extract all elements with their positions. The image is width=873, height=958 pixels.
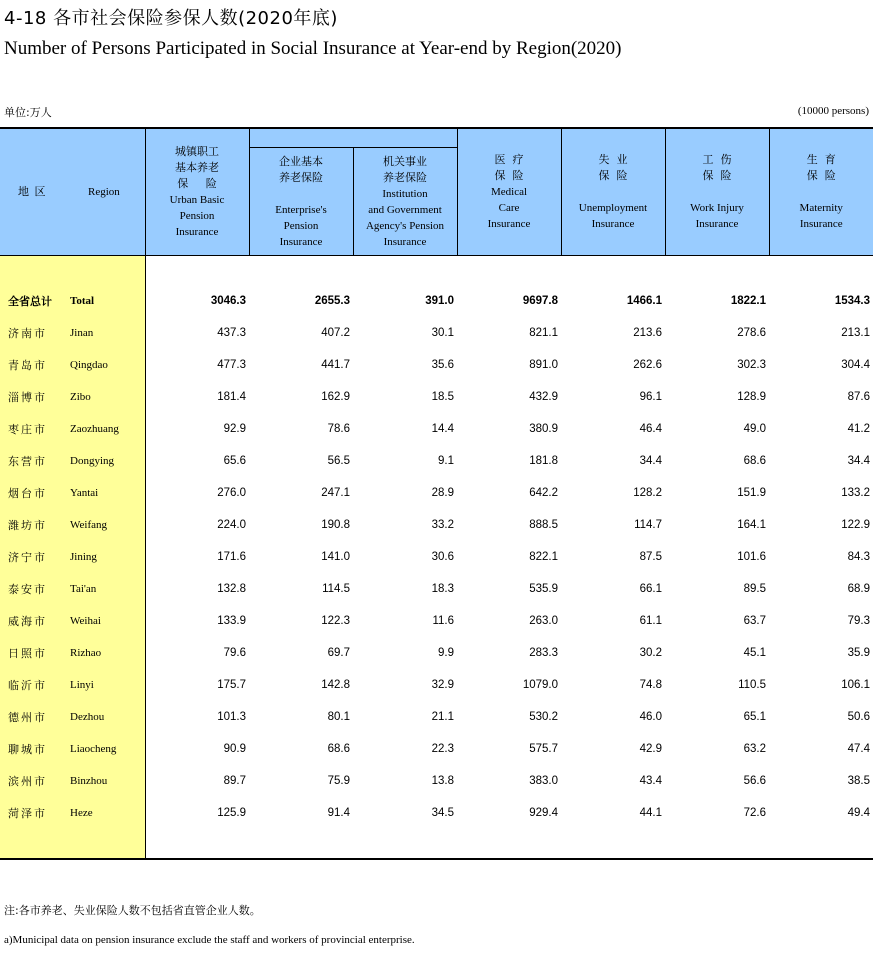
medical-header-en1: Medical xyxy=(490,186,528,198)
region-cell xyxy=(0,573,145,605)
unemployment-header-en1: Unemployment xyxy=(578,202,648,214)
table-body xyxy=(0,256,873,860)
value-cell: 28.9 xyxy=(431,487,454,499)
value-cell: 128.2 xyxy=(633,487,662,499)
value-cell: 75.9 xyxy=(327,775,350,787)
urban-pension-header xyxy=(145,128,249,256)
value-cell: 125.9 xyxy=(217,807,246,819)
value-cell: 575.7 xyxy=(529,743,558,755)
maternity-header-en1: Maternity xyxy=(799,202,843,214)
value-cell: 101.6 xyxy=(737,551,766,563)
value-cell: 181.8 xyxy=(529,455,558,467)
region-cell xyxy=(0,381,145,413)
value-cell: 304.4 xyxy=(841,359,870,371)
region-name-cn: 威海市 xyxy=(8,615,47,628)
value-cell: 407.2 xyxy=(321,327,350,339)
table-row xyxy=(0,381,873,413)
value-cell: 18.3 xyxy=(431,583,454,595)
footnote-en: a)Municipal data on pension insurance exclude the staff and workers of provincial enterprise. xyxy=(4,934,415,946)
value-cell: 213.1 xyxy=(841,327,870,339)
value-cell: 35.6 xyxy=(431,359,454,371)
region-cell xyxy=(0,637,145,669)
region-name-en: Tai'an xyxy=(70,583,97,595)
region-name-en: Zaozhuang xyxy=(70,423,119,435)
table-title-en: Number of Persons Participated in Social Insurance at Year-end by Region(2020) xyxy=(4,38,622,59)
value-cell: 1466.1 xyxy=(626,295,662,307)
value-cell: 47.4 xyxy=(847,743,870,755)
institution-header-en1: Institution xyxy=(382,187,428,200)
urban-header-en3: Insurance xyxy=(175,226,219,238)
region-name-en: Liaocheng xyxy=(70,743,117,755)
value-cell: 65.1 xyxy=(743,711,766,723)
enterprise-pension-header xyxy=(249,148,353,256)
value-cell: 283.3 xyxy=(529,647,558,659)
value-cell: 92.9 xyxy=(223,423,246,435)
value-cell: 9697.8 xyxy=(522,295,558,307)
injury-header-cn2: 保 险 xyxy=(702,169,732,182)
value-cell: 89.5 xyxy=(743,583,766,595)
region-name-en: Yantai xyxy=(70,487,99,499)
value-cell: 380.9 xyxy=(529,423,558,435)
maternity-header xyxy=(769,128,873,256)
region-name-cn: 临沂市 xyxy=(8,679,47,692)
value-cell: 72.6 xyxy=(743,807,766,819)
value-cell: 122.3 xyxy=(321,615,350,627)
region-name-en: Jining xyxy=(70,551,97,563)
value-cell: 151.9 xyxy=(737,487,766,499)
value-cell: 106.1 xyxy=(841,679,870,691)
value-cell: 142.8 xyxy=(321,679,350,691)
value-cell: 50.6 xyxy=(847,711,870,723)
institution-header-en2: and Government xyxy=(368,203,442,216)
institution-header-cn2: 养老保险 xyxy=(383,170,427,184)
value-cell: 891.0 xyxy=(529,359,558,371)
unit-label-en: (10000 persons) xyxy=(797,105,869,117)
value-cell: 56.6 xyxy=(743,775,766,787)
region-cell xyxy=(0,317,145,349)
value-cell: 1079.0 xyxy=(522,679,558,691)
region-cell xyxy=(0,733,145,765)
region-cell xyxy=(0,765,145,797)
value-cell: 87.6 xyxy=(847,391,870,403)
injury-header xyxy=(665,128,769,256)
injury-header-cn1: 工 伤 xyxy=(702,153,732,166)
value-cell: 49.0 xyxy=(743,423,766,435)
value-cell: 441.7 xyxy=(321,359,350,371)
enterprise-header-cn1: 企业基本 xyxy=(279,154,323,168)
enterprise-header-cn2: 养老保险 xyxy=(279,170,323,184)
value-cell: 46.4 xyxy=(639,423,662,435)
value-cell: 87.5 xyxy=(639,551,662,563)
value-cell: 79.3 xyxy=(847,615,870,627)
value-cell: 61.1 xyxy=(639,615,662,627)
table-row xyxy=(0,445,873,477)
value-cell: 65.6 xyxy=(223,455,246,467)
region-name-cn: 济宁市 xyxy=(8,551,47,564)
table-row xyxy=(0,797,873,829)
region-name-cn: 济南市 xyxy=(8,327,47,340)
region-name-en: Total xyxy=(70,295,95,307)
value-cell: 133.9 xyxy=(217,615,246,627)
value-cell: 9.9 xyxy=(438,647,454,659)
institution-header-en4: Insurance xyxy=(383,235,427,248)
region-name-cn: 全省总计 xyxy=(8,295,52,308)
value-cell: 181.4 xyxy=(217,391,246,403)
insurance-table xyxy=(0,127,873,860)
enterprise-header-en2: Pension xyxy=(283,219,319,232)
pension-group-header xyxy=(249,128,457,148)
spacer-row xyxy=(0,829,873,859)
medical-header-en2: Care xyxy=(498,202,520,214)
table-row xyxy=(0,477,873,509)
value-cell: 74.8 xyxy=(639,679,662,691)
region-name-cn: 淄博市 xyxy=(8,391,47,404)
unemployment-header xyxy=(561,128,665,256)
value-cell: 44.1 xyxy=(639,807,662,819)
value-cell: 391.0 xyxy=(425,295,454,307)
table-row xyxy=(0,637,873,669)
value-cell: 110.5 xyxy=(738,679,766,691)
value-cell: 30.6 xyxy=(431,551,454,563)
value-cell: 432.9 xyxy=(529,391,558,403)
value-cell: 122.9 xyxy=(841,519,870,531)
region-name-cn: 泰安市 xyxy=(8,583,47,596)
region-name-en: Heze xyxy=(70,807,93,819)
urban-header-cn3: 保 险 xyxy=(177,177,217,190)
urban-header-cn1: 城镇职工 xyxy=(175,145,219,158)
value-cell: 822.1 xyxy=(529,551,558,563)
enterprise-header-en1: Enterprise's xyxy=(275,203,327,216)
value-cell: 383.0 xyxy=(529,775,558,787)
region-name-cn: 聊城市 xyxy=(8,743,47,756)
region-name-en: Rizhao xyxy=(70,647,102,659)
table-row xyxy=(0,349,873,381)
value-cell: 247.1 xyxy=(321,487,350,499)
region-name-cn: 青岛市 xyxy=(8,359,47,372)
value-cell: 89.7 xyxy=(223,775,246,787)
value-cell: 33.2 xyxy=(431,519,454,531)
table-title-cn: 4-18 各市社会保险参保人数(2020年底) xyxy=(4,8,338,29)
value-cell: 66.1 xyxy=(639,583,662,595)
value-cell: 14.4 xyxy=(431,423,454,435)
region-name-en: Linyi xyxy=(70,679,94,691)
value-cell: 162.9 xyxy=(321,391,350,403)
maternity-header-en2: Insurance xyxy=(799,218,843,230)
value-cell: 642.2 xyxy=(529,487,558,499)
value-cell: 213.6 xyxy=(633,327,662,339)
unemployment-header-cn2: 保 险 xyxy=(598,169,628,182)
region-name-en: Binzhou xyxy=(70,775,108,787)
value-cell: 929.4 xyxy=(529,807,558,819)
value-cell: 68.9 xyxy=(847,583,870,595)
value-cell: 79.6 xyxy=(223,647,246,659)
value-cell: 22.3 xyxy=(431,743,454,755)
region-cell xyxy=(0,285,145,317)
region-cell xyxy=(0,797,145,829)
region-cell xyxy=(0,669,145,701)
table-row xyxy=(0,541,873,573)
region-cell xyxy=(0,349,145,381)
table-row xyxy=(0,317,873,349)
value-cell: 1534.3 xyxy=(834,295,870,307)
region-name-cn: 潍坊市 xyxy=(8,519,47,532)
enterprise-header-en3: Insurance xyxy=(279,235,323,248)
region-name-en: Dezhou xyxy=(70,711,105,723)
region-header xyxy=(0,128,145,256)
value-cell: 41.2 xyxy=(847,423,870,435)
value-cell: 32.9 xyxy=(431,679,454,691)
table-row xyxy=(0,509,873,541)
table-row xyxy=(0,701,873,733)
region-header-cn: 地 区 xyxy=(18,185,47,198)
medical-header-en3: Insurance xyxy=(487,218,531,230)
value-cell: 888.5 xyxy=(529,519,558,531)
maternity-header-cn2: 保 险 xyxy=(806,169,836,182)
value-cell: 164.1 xyxy=(737,519,766,531)
region-cell xyxy=(0,605,145,637)
value-cell: 63.2 xyxy=(743,743,766,755)
maternity-header-cn1: 生 育 xyxy=(806,153,836,166)
value-cell: 128.9 xyxy=(737,391,766,403)
value-cell: 68.6 xyxy=(327,743,350,755)
value-cell: 190.8 xyxy=(321,519,350,531)
value-cell: 96.1 xyxy=(639,391,662,403)
urban-header-en1: Urban Basic xyxy=(169,194,225,206)
region-cell xyxy=(0,477,145,509)
institution-header-cn1: 机关事业 xyxy=(383,154,427,168)
footnote-cn: 注:各市养老、失业保险人数不包括省直管企业人数。 xyxy=(4,904,261,917)
value-cell: 101.3 xyxy=(217,711,246,723)
region-name-cn: 枣庄市 xyxy=(8,423,47,436)
value-cell: 114.5 xyxy=(322,583,350,595)
value-cell: 477.3 xyxy=(217,359,246,371)
region-name-cn: 烟台市 xyxy=(8,487,47,500)
value-cell: 63.7 xyxy=(743,615,766,627)
region-name-en: Dongying xyxy=(70,455,114,467)
table-row xyxy=(0,605,873,637)
spacer-row xyxy=(0,256,873,286)
value-cell: 3046.3 xyxy=(210,295,246,307)
value-cell: 13.8 xyxy=(431,775,454,787)
table-row xyxy=(0,733,873,765)
region-name-cn: 日照市 xyxy=(8,647,47,660)
table-row xyxy=(0,669,873,701)
region-name-en: Weifang xyxy=(70,519,107,531)
value-cell: 46.0 xyxy=(639,711,662,723)
region-header-en: Region xyxy=(88,186,120,198)
value-cell: 42.9 xyxy=(639,743,662,755)
value-cell: 262.6 xyxy=(633,359,662,371)
value-cell: 1822.1 xyxy=(730,295,766,307)
region-name-cn: 德州市 xyxy=(8,711,47,724)
value-cell: 35.9 xyxy=(847,647,870,659)
value-cell: 34.5 xyxy=(431,807,454,819)
value-cell: 30.1 xyxy=(431,327,454,339)
value-cell: 11.6 xyxy=(432,615,454,627)
table-row xyxy=(0,765,873,797)
value-cell: 302.3 xyxy=(737,359,766,371)
value-cell: 84.3 xyxy=(847,551,870,563)
region-name-en: Qingdao xyxy=(70,359,108,371)
value-cell: 90.9 xyxy=(223,743,246,755)
value-cell: 263.0 xyxy=(529,615,558,627)
injury-header-en1: Work Injury xyxy=(690,202,744,214)
region-cell xyxy=(0,445,145,477)
value-cell: 821.1 xyxy=(529,327,558,339)
value-cell: 9.1 xyxy=(438,455,454,467)
value-cell: 276.0 xyxy=(217,487,246,499)
value-cell: 224.0 xyxy=(217,519,246,531)
urban-header-en2: Pension xyxy=(179,210,215,222)
region-name-en: Weihai xyxy=(70,615,101,627)
value-cell: 38.5 xyxy=(847,775,870,787)
value-cell: 56.5 xyxy=(327,455,350,467)
medical-header-cn1: 医 疗 xyxy=(494,153,524,166)
total-row xyxy=(0,285,873,317)
value-cell: 133.2 xyxy=(841,487,870,499)
urban-header-cn2: 基本养老 xyxy=(175,161,219,174)
region-cell xyxy=(0,509,145,541)
institution-pension-header xyxy=(353,148,457,256)
value-cell: 49.4 xyxy=(847,807,870,819)
region-name-cn: 菏泽市 xyxy=(8,807,47,820)
table-row xyxy=(0,573,873,605)
value-cell: 114.7 xyxy=(634,519,662,531)
value-cell: 78.6 xyxy=(327,423,350,435)
value-cell: 68.6 xyxy=(743,455,766,467)
region-cell xyxy=(0,541,145,573)
value-cell: 132.8 xyxy=(217,583,246,595)
value-cell: 34.4 xyxy=(847,455,870,467)
unemployment-header-cn1: 失 业 xyxy=(598,153,628,166)
value-cell: 141.0 xyxy=(321,551,350,563)
injury-header-en2: Insurance xyxy=(695,218,739,230)
value-cell: 171.6 xyxy=(217,551,246,563)
medical-header xyxy=(457,128,561,256)
unit-label-cn: 单位:万人 xyxy=(4,106,52,119)
medical-header-cn2: 保 险 xyxy=(494,169,524,182)
value-cell: 43.4 xyxy=(639,775,662,787)
region-cell xyxy=(0,413,145,445)
value-cell: 21.1 xyxy=(431,711,454,723)
value-cell: 535.9 xyxy=(529,583,558,595)
institution-header-en3: Agency's Pension xyxy=(365,219,445,232)
region-cell xyxy=(0,701,145,733)
value-cell: 30.2 xyxy=(639,647,662,659)
value-cell: 530.2 xyxy=(529,711,558,723)
region-name-en: Jinan xyxy=(70,327,94,339)
value-cell: 80.1 xyxy=(327,711,350,723)
region-name-cn: 东营市 xyxy=(8,455,47,468)
value-cell: 34.4 xyxy=(639,455,662,467)
table-row xyxy=(0,413,873,445)
region-name-cn: 滨州市 xyxy=(8,775,47,788)
unemployment-header-en2: Insurance xyxy=(591,218,635,230)
region-name-en: Zibo xyxy=(70,391,91,403)
value-cell: 278.6 xyxy=(737,327,766,339)
value-cell: 437.3 xyxy=(217,327,246,339)
value-cell: 18.5 xyxy=(431,391,454,403)
value-cell: 175.7 xyxy=(217,679,246,691)
value-cell: 2655.3 xyxy=(314,295,350,307)
value-cell: 69.7 xyxy=(327,647,350,659)
value-cell: 45.1 xyxy=(743,647,766,659)
value-cell: 91.4 xyxy=(327,807,350,819)
